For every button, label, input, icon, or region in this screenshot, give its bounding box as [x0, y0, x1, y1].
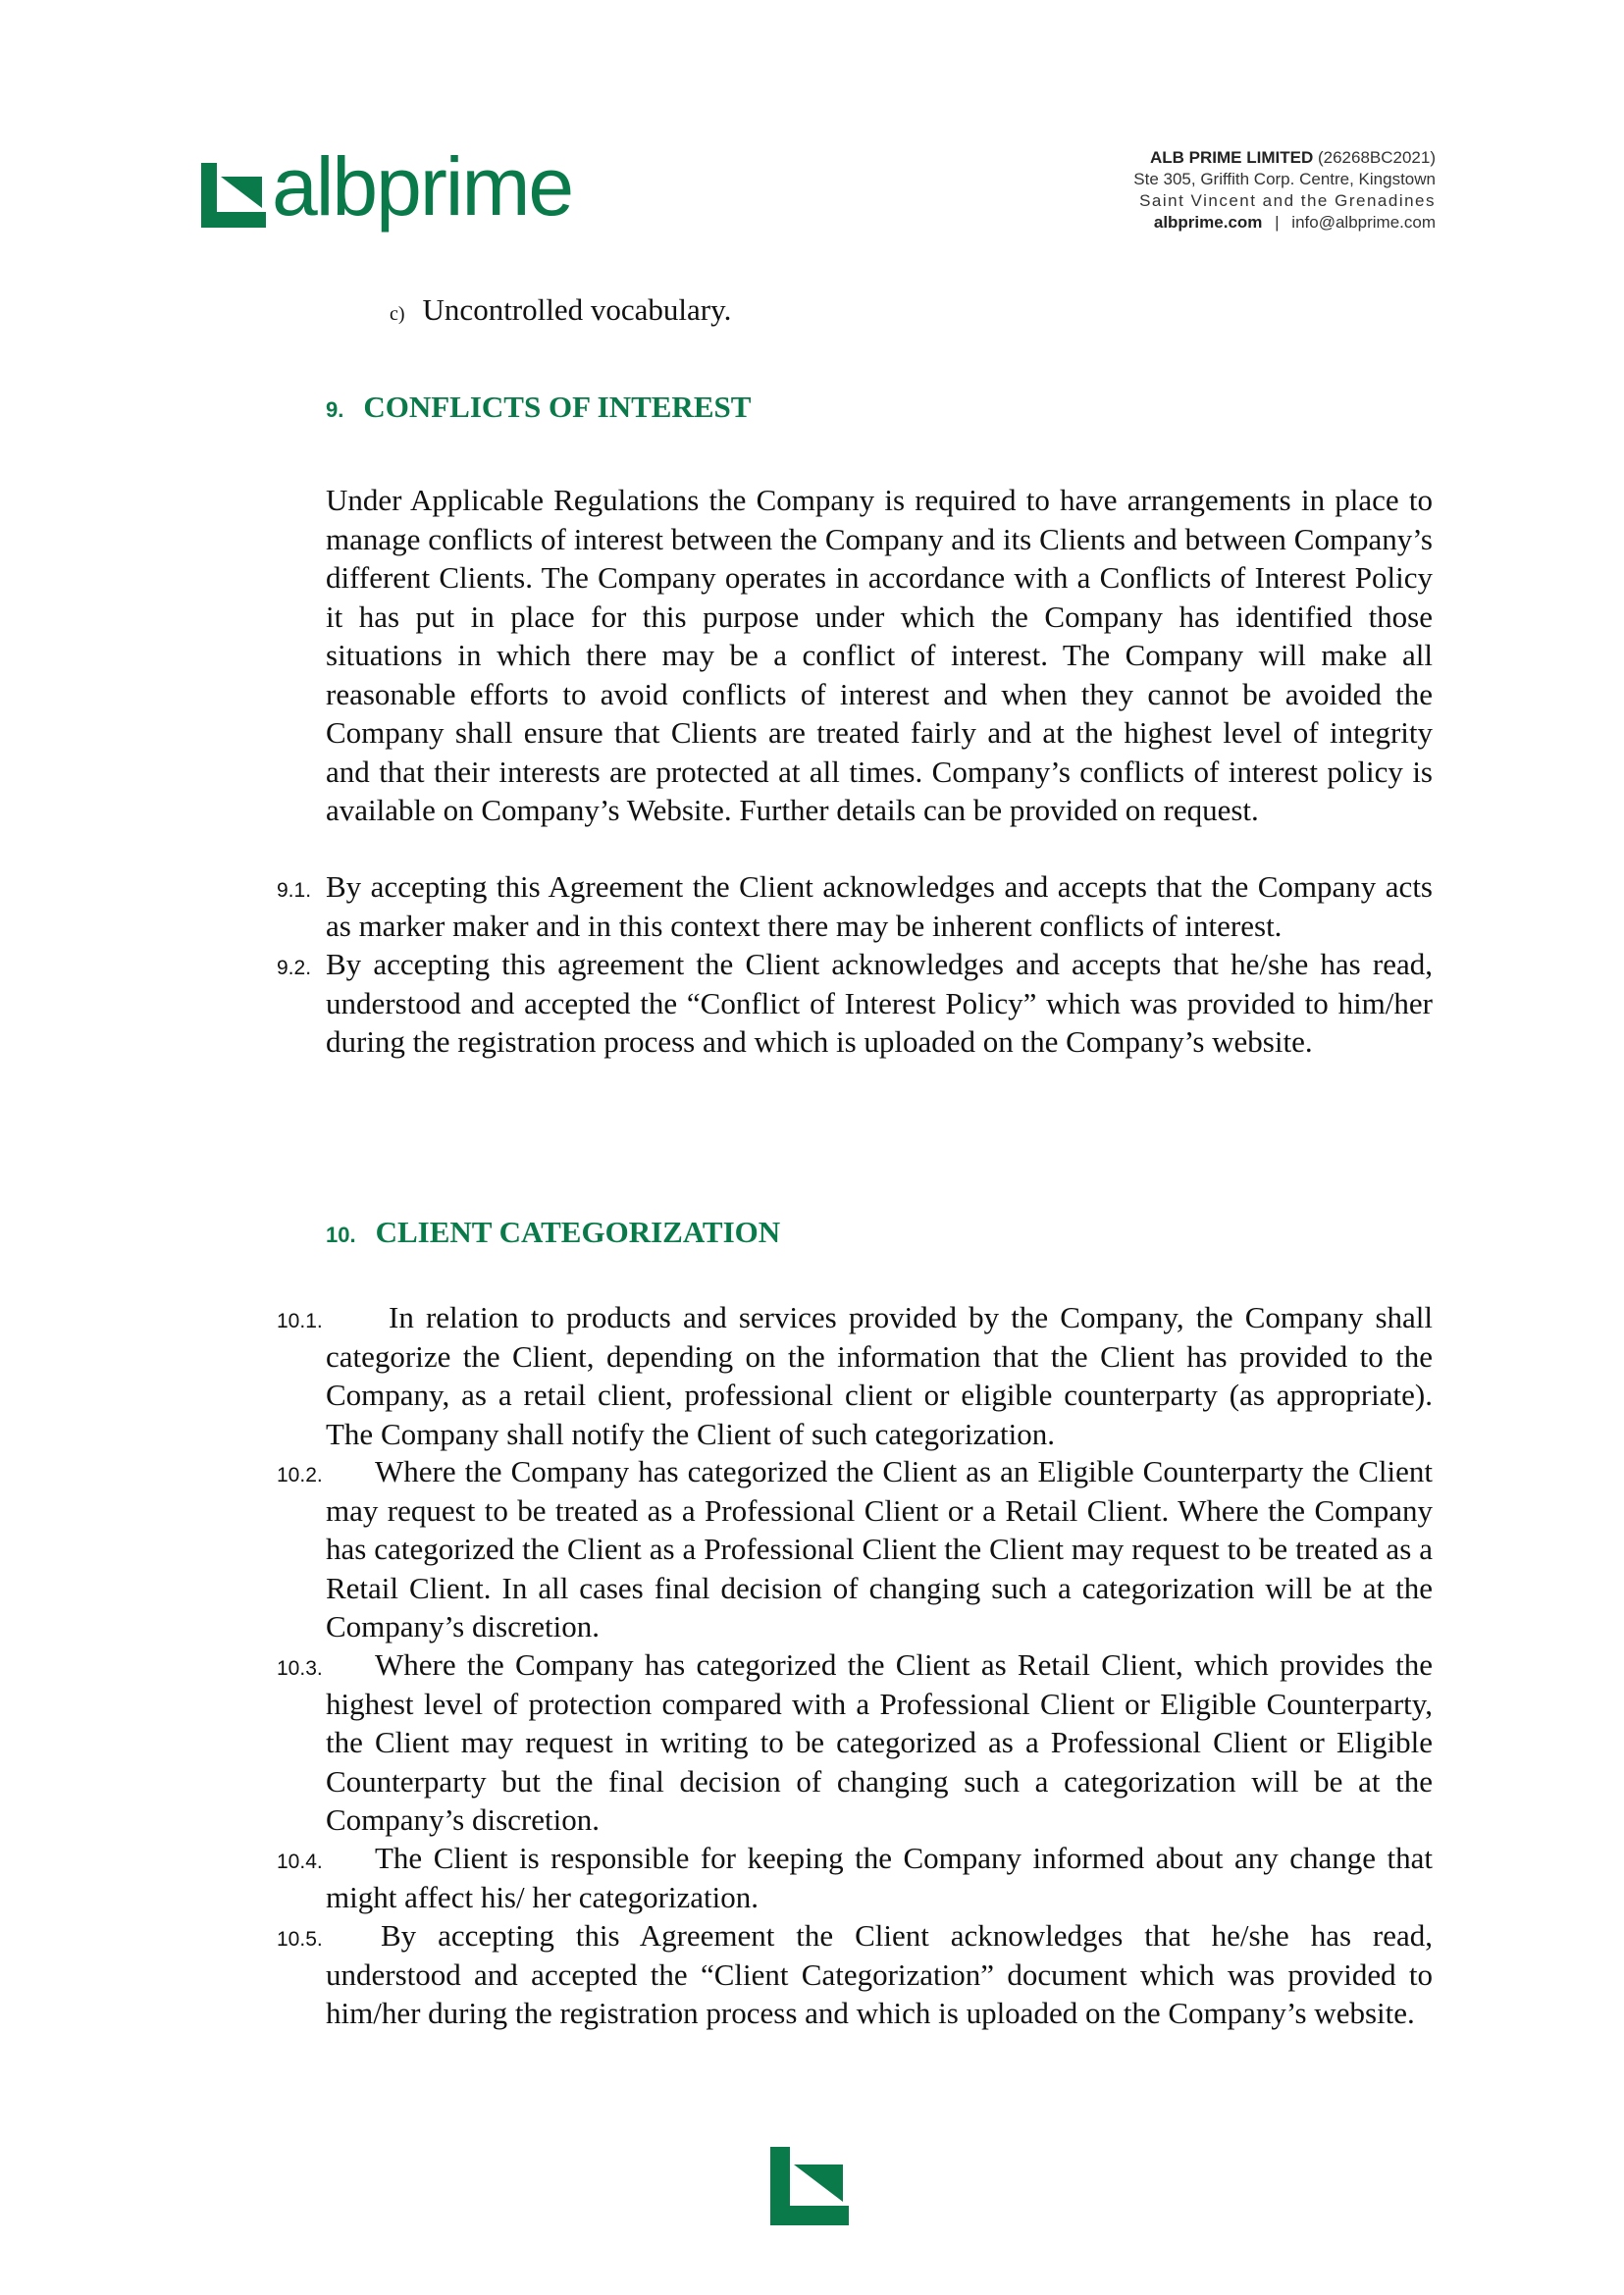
section-title: CLIENT CATEGORIZATION	[375, 1215, 781, 1249]
address-line-2: Saint Vincent and the Grenadines	[1139, 191, 1436, 210]
albprime-logo-icon	[201, 163, 266, 228]
clause-10-1	[277, 1298, 1433, 1453]
clause-9-2	[277, 945, 1433, 1062]
clause-text: By accepting this Agreement the Client acknowledges that he/she has read, understood and accepted the “Client Categorization” document which was provided to him/her during the registration process and which is uploaded on the Company’s website.	[326, 1918, 1433, 2030]
clause-number: 10.5.	[277, 1928, 323, 1951]
section-9-intro: Under Applicable Regulations the Company is required to have arrangements in place to manage conflicts of interest between the Company and its Clients and between Company’s different Clients. The Company operates in accordance with a Conflicts of Interest Policy it has put in place for this purpose under which the Company has identified those situations in which there may be a conflict of interest. The Company will make all reasonable efforts to avoid conflicts of interest and when they cannot be avoided the Company shall ensure that Clients are treated fairly and at the highest level of integrity and that their interests are protected at all times. Company’s conflicts of interest policy is available on Company’s Website. Further details can be provided on request.	[326, 483, 1433, 827]
email-link[interactable]: info@albprime.com	[1291, 213, 1436, 232]
clause-number: 9.1.	[277, 879, 312, 902]
clause-text: By accepting this Agreement the Client acknowledges and accepts that the Company acts as marker maker and in this context there may be inherent conflicts of interest.	[326, 869, 1433, 943]
logo-wordmark: albprime	[272, 140, 573, 233]
website-link[interactable]: albprime.com	[1153, 213, 1263, 232]
clause-text: In relation to products and services provided by the Company, the Company shall categorize the Client, depending on the information that the Client has provided to the Company, as a retail client, professional client or eligible counterparty (as appropriate). The Company shall notify the Client of such categorization.	[326, 1300, 1433, 1451]
section-number: 9.	[326, 397, 344, 422]
clause-text: Where the Company has categorized the Client as an Eligible Counterparty the Client may request to be treated as a Professional Client or a Retail Client. Where the Company has categorized the Client as a Professional Client the Client may request to be treated as a Retail Client. In all cases final decision of changing such a categorization will be at the Company’s discretion.	[326, 1454, 1433, 1643]
list-item-text: Uncontrolled vocabulary.	[422, 292, 732, 327]
clause-9-1	[277, 867, 1433, 945]
clause-text: Where the Company has categorized the Client as Retail Client, which provides the highest level of protection compared with a Professional Client or Eligible Counterparty, the Client may request in writing to be categorized as a Professional Client or Eligible Counterparty but the final decision of changing such a categorization will be at the Company’s discretion.	[326, 1647, 1433, 1837]
company-registration: (26268BC2021)	[1317, 148, 1436, 167]
clause-number: 10.2.	[277, 1464, 323, 1487]
section-9-heading	[326, 390, 751, 425]
clause-number: 10.4.	[277, 1851, 323, 1873]
list-item-c	[390, 292, 731, 328]
company-info	[1133, 147, 1436, 234]
company-name: ALB PRIME LIMITED	[1150, 148, 1314, 167]
clause-10-5	[277, 1916, 1433, 2033]
clause-10-2	[277, 1452, 1433, 1646]
clause-number: 10.1.	[277, 1310, 323, 1332]
clause-text: By accepting this agreement the Client acknowledges and accepts that he/she has read, understood and accepted the “Conflict of Interest Policy” which was provided to him/her during the registration process and which is uploaded on the Company’s website.	[326, 947, 1433, 1059]
clause-text: The Client is responsible for keeping the Company informed about any change that might affect his/ her categorization.	[326, 1841, 1433, 1914]
separator: |	[1275, 213, 1280, 232]
section-title: CONFLICTS OF INTEREST	[363, 390, 752, 424]
section-number: 10.	[326, 1223, 356, 1247]
list-item-letter: c)	[390, 303, 405, 325]
clause-number: 9.2.	[277, 957, 312, 979]
section-10-heading	[326, 1215, 780, 1250]
footer-logo-icon	[770, 2147, 849, 2225]
clause-number: 10.3.	[277, 1657, 323, 1680]
clause-10-4	[277, 1839, 1433, 1916]
address-line-1: Ste 305, Griffith Corp. Centre, Kingstown	[1133, 170, 1436, 188]
clause-10-3	[277, 1645, 1433, 1840]
company-logo	[201, 140, 573, 233]
